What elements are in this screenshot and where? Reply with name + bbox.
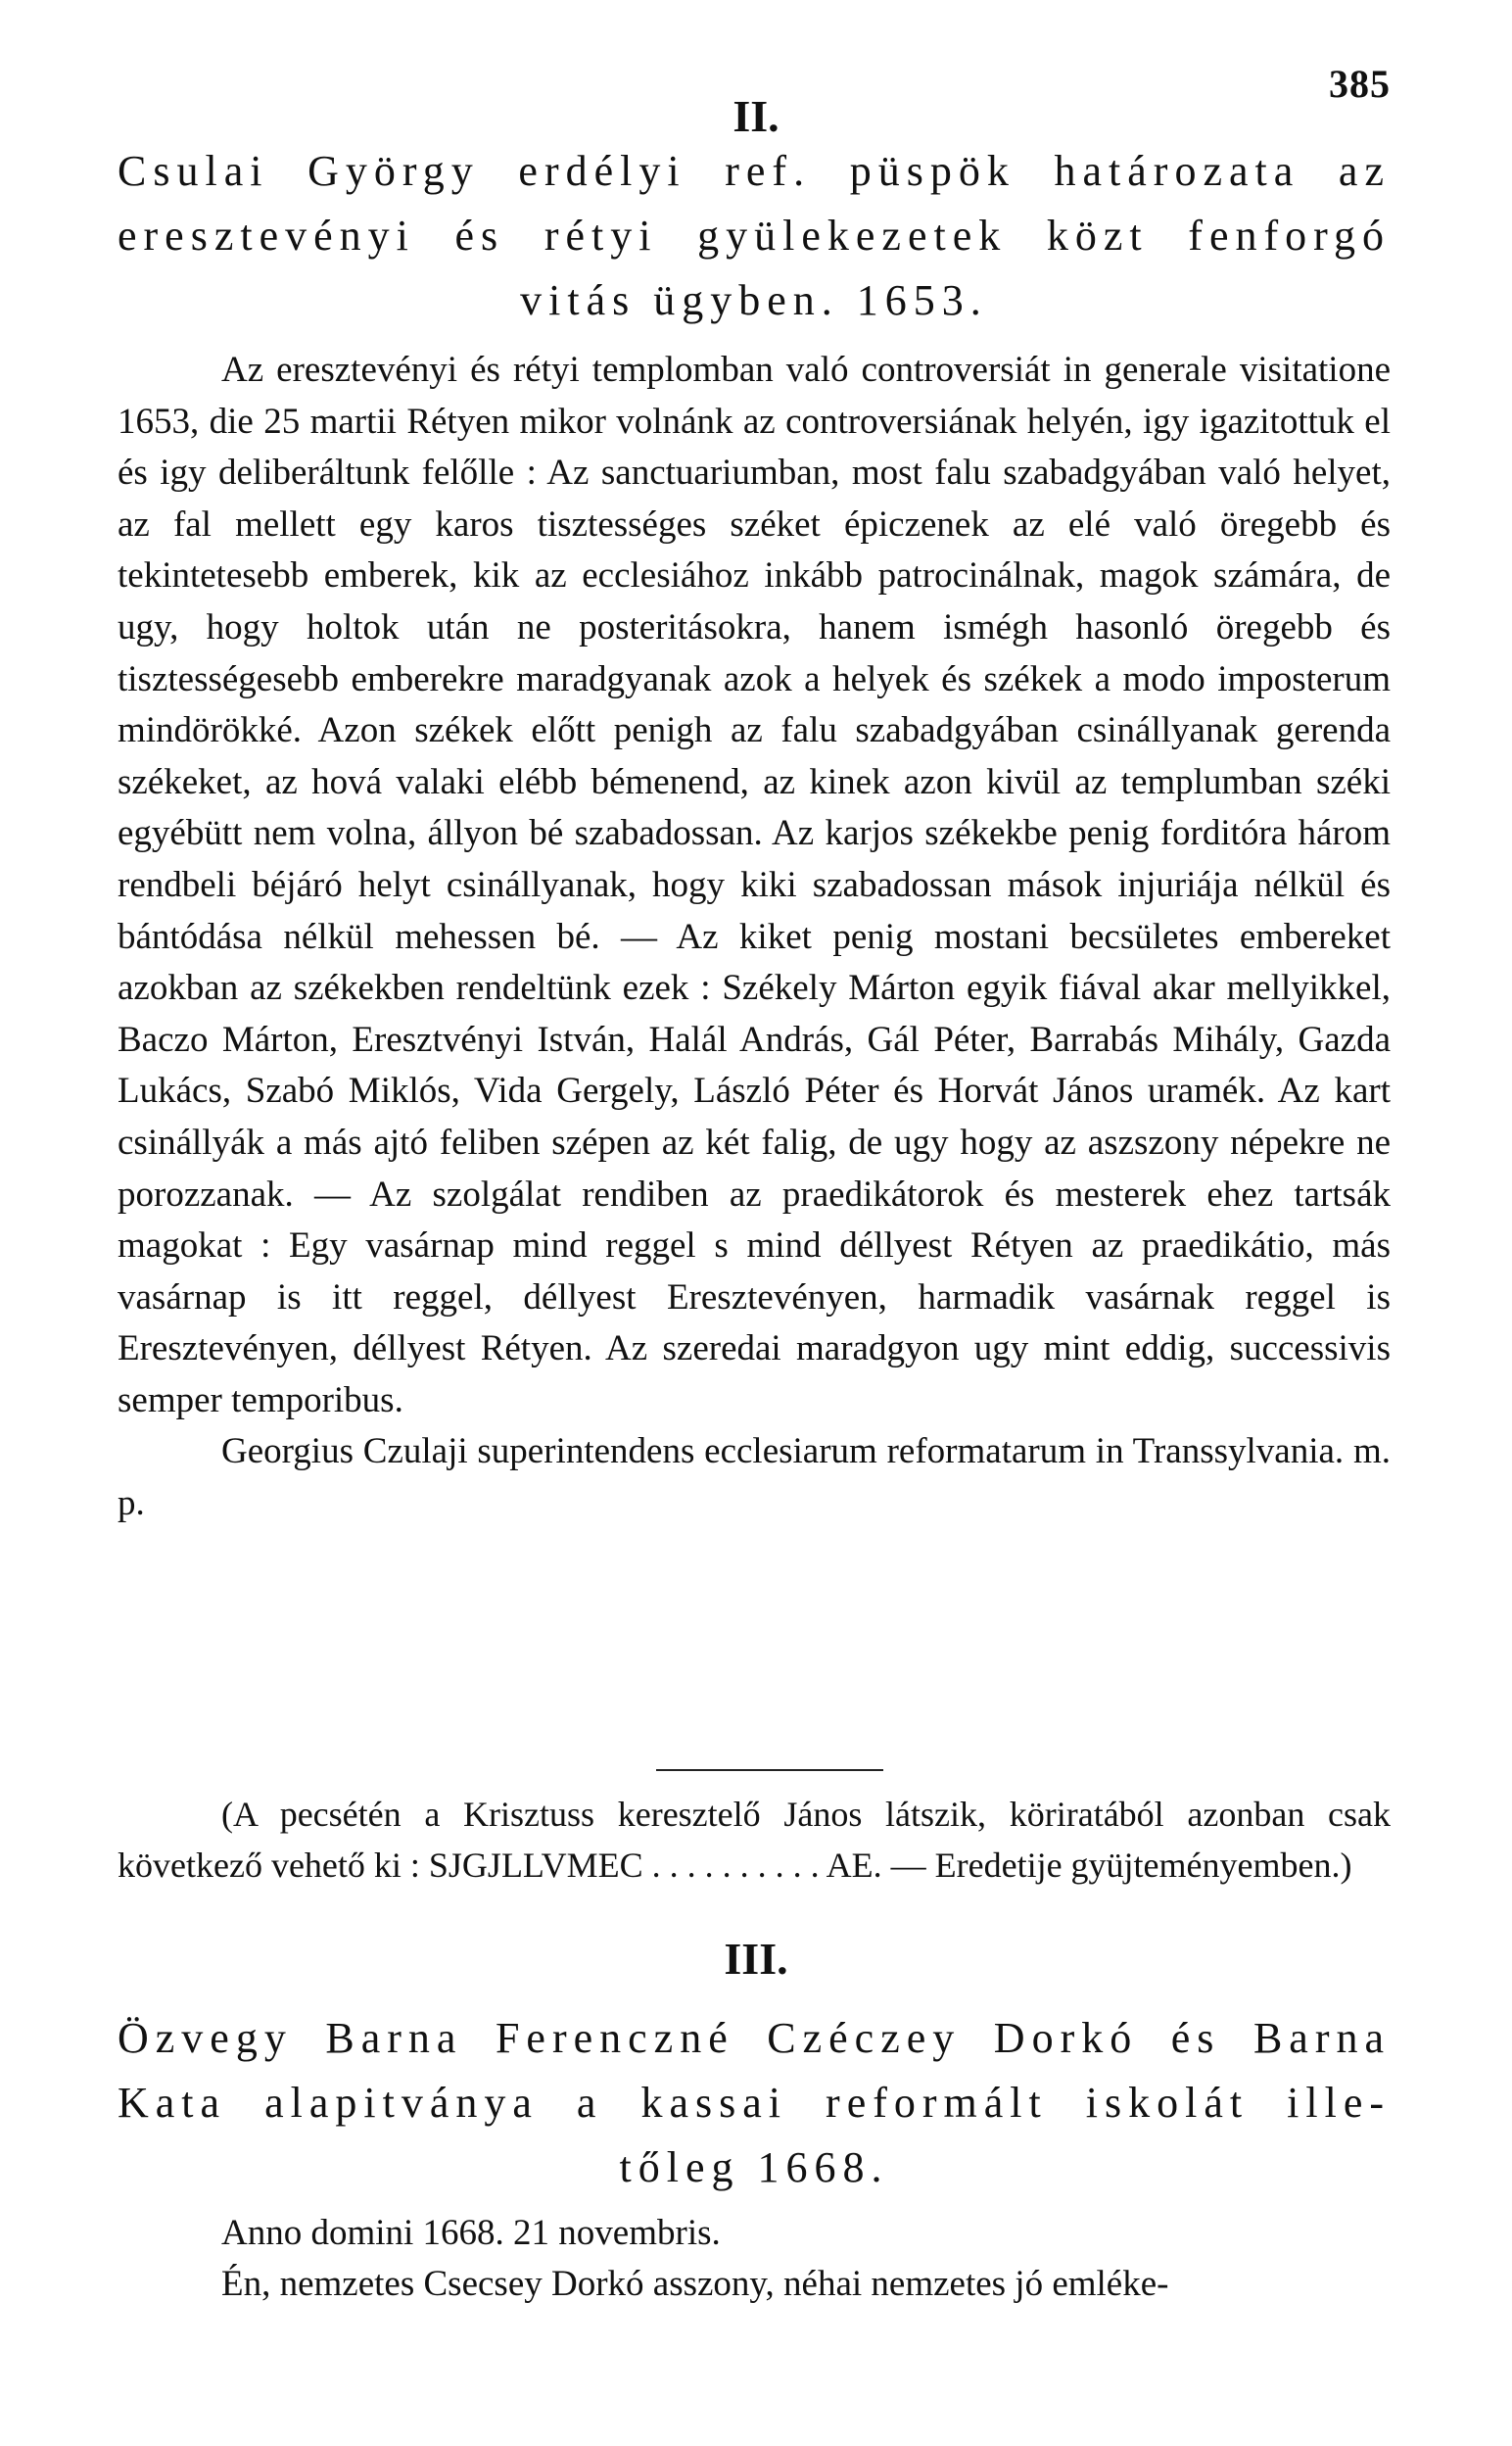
section-ii-paragraph: Az eresztevényi és rétyi templomban való controversiát in generale visitatione 1653, die 25 martii Rétyen mikor volnánk az controversiának helyén, igy igazitottuk el és igy deliberáltunk felőlle : Az sanctuariumban, most falu szabadgyában való helyet, az fal mellett egy karos tisztességes széket épiczenek az elé való öregebb és tekintetesebb emberek, kik az ecclesiához inkább patrocinálnak, magok számára, de ugy, hogy holtok után ne posteritásokra, hanem ismégh hasonló öregebb és tisztességesebb emberekre maradgyanak azok a helyek és székek a modo imposterum mindörökké. Azon székek előtt penigh az falu szabadgyában csinállyanak gerenda székeket, az hová valaki elébb bémenend, az kinek azon kivül az templumban széki egyébütt nem volna, állyon bé szabadossan. Az karjos székekbe penig forditóra három rendbeli béjáró helyt csinállyanak, hogy kiki szabadossan mások injuriája nélkül és bántódása nélkül mehessen bé. — Az kiket penig mostani becsületes embereket azokban az székekben rendeltünk ezek : Székely Márton egyik fiával akar mellyikkel, Baczo Márton, Eresztvényi István, Halál András, Gál Péter, Barrabás Mihály, Gazda Lukács, Szabó Miklós, Vida Gergely, László Péter és Horvát János uramék. Az kart csinállyák a más ajtó feliben szépen az két falig, de ugy hogy az aszszony népekre ne porozzanak. — Az szolgálat rendiben az praedikátorok és mesterek ehez tartsák magokat : Egy vasárnap mind reggel s mind déllyest Rétyen az praedikátio, más vasárnap is itt reggel, déllyest Eresztevényen, harmadik vasárnak reggel is Eresztevényen, déllyest Rétyen. Az szeredai maradgyon ugy mint eddig, successivis semper temporibus. — [118, 350, 1391, 1420]
section-heading-ii: II. — [732, 91, 780, 141]
seal-note-text: (A pecsétén a Krisztuss keresztelő János látszik, köriratából azonban csak következő vehető ki : SJGJLLVMEC . . . . . . . . . . AE. — Eredetije gyüjteményemben.) — [118, 1795, 1391, 1885]
page-number: 385 — [1329, 62, 1391, 106]
seal-note — [118, 1789, 1391, 1891]
section-heading-iii: III. — [724, 1934, 788, 1984]
opening-line: Én, nemzetes Csecsey Dorkó asszony, néhai nemzetes jó emléke- — [221, 2264, 1169, 2304]
section-ii-title-line-2: eresztevényi és rétyi gyülekezetek közt fenforgó — [118, 212, 1391, 260]
section-iii-title-line-3: tőleg 1668. — [619, 2143, 889, 2191]
section-ii-title-line-1: Csulai György erdélyi ref. püspök határozata az — [118, 147, 1391, 195]
section-ii-title-line-3: vitás ügyben. 1653. — [520, 276, 988, 324]
section-iii-title-line-1: Özvegy Barna Ferenczné Czéczey Dorkó és Barna — [118, 2014, 1391, 2062]
section-ii-body — [118, 345, 1391, 1530]
section-ii-signature: Georgius Czulaji superintendens ecclesiarum reformatarum in Transsylvania. m. p. — [118, 1431, 1391, 1524]
date-line: Anno domini 1668. 21 novembris. — [221, 2213, 721, 2253]
separator-rule — [656, 1769, 883, 1771]
section-iii-title-line-2: Kata alapitványa a kassai reformált iskolát ille- — [118, 2079, 1391, 2127]
